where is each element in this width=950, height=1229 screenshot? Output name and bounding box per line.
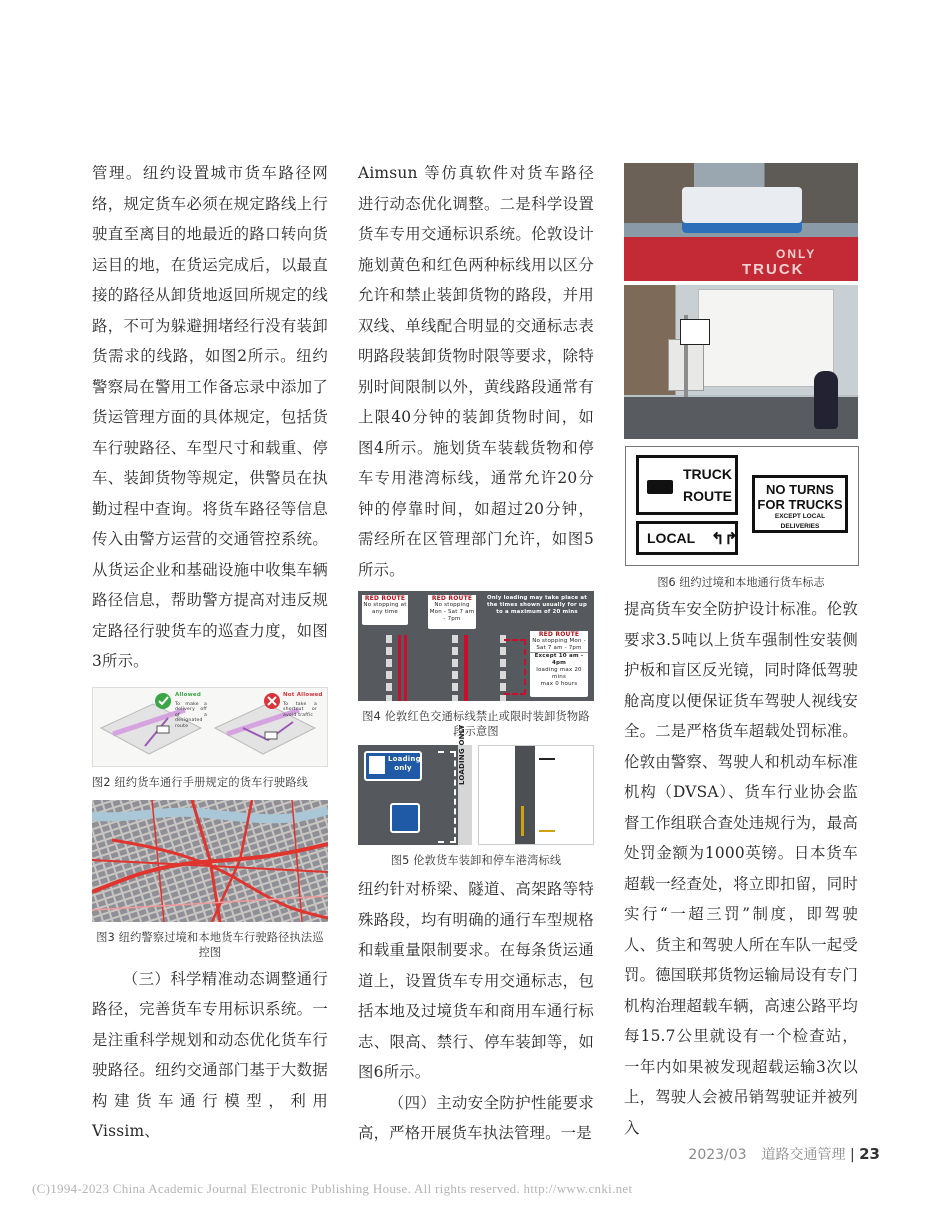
right-road — [515, 746, 535, 845]
column-2-paragraph: Aimsun 等仿真软件对货车路径进行动态优化调整。二是科学设置货车专用交通标识系统。伦敦设计施划黄色和红色两种标线用以区分允许和禁止装卸货物的路段，并用双线、单线配合明显的交通标志表明路段装卸货物时限等要求，除特别时间限制以外，黄线路段通常有上限40分钟的装卸货物时间，如图4所示。施划货车装载货物和停车专用港湾标线，通常允许20分钟的停靠时间，如超过20分钟，需经所在区管理部门允许，如图5所示。 — [358, 164, 594, 579]
red-route-sign-3-text: No stopping Mon - Sat 7 am - 7pm — [532, 638, 586, 651]
local-sign — [636, 521, 738, 555]
page-footer: 2023/03 道路交通管理 | 23 — [688, 1145, 880, 1163]
allowed-text: To make a delivery off of a designated route — [175, 701, 207, 729]
figure-6-photo-truck — [624, 285, 858, 439]
not-allowed-text: To take a shortcut or avoid traffic — [283, 701, 317, 718]
figure-5-left-panel — [358, 745, 472, 845]
no-turns-text-2: FOR TRUCKS — [757, 497, 843, 512]
red-line-double — [398, 635, 401, 701]
red-route-sign-3 — [530, 631, 588, 697]
no-turns-text-3: EXCEPT LOCAL DELIVERIES — [774, 513, 826, 530]
figure-2-route-illustration — [92, 687, 328, 767]
column-2-paragraph-mid: 纽约针对桥梁、隧道、高架路等特殊路段，均有明确的通行车型规格和载重量限制要求。在每条货运通道上，设置货车专用交通标志，包括本地及过境货车和商用车通行标志、限高、禁行、停车装卸等，如图6所示。 — [358, 880, 594, 1081]
red-route-sign-3-except: Except 10 am - 4pm — [530, 652, 588, 667]
figure-6-caption: 图6 纽约过境和本地通行货车标志 — [657, 576, 825, 589]
section-3-paragraph: （三）科学精准动态调整通行路径，完善货车专用标识系统。一是注重科学规划和动态优化货车行驶路径。纽约交通部门基于大数据构建货车通行模型，利用 Vissim、 — [92, 969, 328, 1140]
figure-2-caption: 图2 纽约货车通行手册规定的货车行驶路线 — [92, 775, 309, 789]
loading-only-sign — [364, 751, 422, 781]
truck-route-sign — [636, 455, 738, 515]
red-route-sign-1-title: RED ROUTE — [362, 595, 408, 602]
red-route-sign-1 — [362, 595, 408, 625]
loading-bay-dashes — [438, 751, 456, 843]
lane-dashes-1 — [386, 635, 392, 701]
column-1-paragraph: 管理。纽约设置城市货车路径网络，规定货车必须在规定路线上行驶直至离目的地最近的路口转向货运目的地，在货运完成后，以最直接的路径从卸货地返回所规定的线路，不可为躲避拥堵经行没有装卸货需求的线路，如图2所示。纽约警察局在警用工作备忘录中添加了货运管理方面的具体规定，包括货车行驶路径、车型尺寸和载重、停车、装卸货物等规定，供警员在执勤过程中查询。将货车路径等信息传入由警方运营的交通管控系统。从货运企业和基础设施中收集车辆路径信息，帮助警方提高对违反规定路径行驶货车的巡查力度，如图3所示。 — [92, 164, 328, 670]
right-bay-marking — [539, 758, 555, 832]
red-route-sign-3-loading: loading max 20 mins — [536, 667, 582, 680]
red-route-sign-3-parking: max 0 hours — [540, 681, 578, 687]
direction-arrows-icon: ↰↱ — [711, 531, 738, 548]
red-route-sign-2-title: RED ROUTE — [428, 595, 476, 602]
lane-dashes-2 — [452, 635, 458, 701]
footer-issue: 2023/03 — [688, 1147, 747, 1163]
figure-4-caption: 图4 伦敦红色交通标线禁止或限时装卸货物路段示意图 — [362, 710, 590, 738]
figure-6-photo-bus-lane — [624, 163, 858, 281]
lane-text-only: ONLY — [776, 247, 817, 261]
figure-3-caption: 图3 纽约警察过境和本地货车行驶路径执法巡控图 — [96, 930, 324, 959]
loading-sign-person-icon — [369, 756, 385, 774]
check-icon — [155, 693, 171, 709]
column-3-paragraph: 提高货车安全防护设计标准。伦敦要求3.5吨以上货车强制性安装侧护板和盲区反光镜，同时降低驾驶舱高度以便保证货车驾驶人视线安全。二是严格货车超载处罚标准。伦敦由警察、驾驶人和机动车标准机构（DVSA）、货车行业协会监督工作组联合查处违规行为，最高处罚金额为1000英镑。日本货车超载一经查处，将立即扣留，同时实行“一超三罚”制度，即驾驶人、货主和驾驶人所在车队一起受罚。德国联邦货物运输局设有专门机构治理超载车辆，高速公路平均每15.7公里就设有一个检查站，一年内如果被发现超载运输3次以上，驾驶人会被吊销驾驶证并被列入 — [624, 600, 858, 1137]
loading-sign-text: Loading only — [388, 755, 421, 772]
red-route-sign-2-text: No stopping Mon - Sat 7 am - 7pm — [429, 602, 475, 622]
no-turns-text-1: NO TURNS — [766, 482, 834, 497]
column-2 — [358, 158, 594, 1149]
figure-3-enforcement-map — [92, 800, 328, 922]
cyclist — [814, 371, 838, 429]
figure-5-caption: 图5 伦敦货车装卸和停车港湾标线 — [390, 854, 562, 867]
local-text: LOCAL — [647, 530, 696, 546]
truck-route-text-2: ROUTE — [683, 488, 732, 504]
section-4-paragraph: （四）主动安全防护性能要求高，严格开展货车执法管理。一是 — [358, 1093, 594, 1142]
page-number: 23 — [859, 1145, 880, 1163]
red-line-single — [464, 635, 468, 701]
not-allowed-label: Not Allowed — [283, 691, 323, 698]
truck-icon — [647, 480, 673, 494]
lane-text-truck: TRUCK — [742, 261, 805, 278]
figure-5-right-panel — [478, 745, 594, 845]
figure-4-red-route — [358, 591, 594, 701]
truck-route-text-1: TRUCK — [683, 466, 732, 482]
red-route-sign-3-title: RED ROUTE — [530, 631, 588, 638]
column-3 — [624, 163, 858, 1143]
loading-bay-outline — [504, 639, 526, 695]
right-yellow-line — [521, 806, 524, 836]
route-diagram — [93, 688, 328, 767]
loading-notice: Only loading may take place at the times shown usually for up to a maximum of 20 mins — [486, 595, 588, 615]
footer-journal: 道路交通管理 — [761, 1147, 846, 1163]
box-truck — [698, 289, 834, 387]
red-route-sign-1-text: No stopping at any time — [363, 602, 407, 615]
unloading-icon — [390, 803, 420, 833]
figure-6-sign-panel — [625, 446, 859, 566]
turn-sign — [680, 319, 710, 345]
bus — [682, 187, 802, 233]
allowed-label: Allowed — [175, 691, 201, 698]
red-lane — [624, 237, 858, 281]
no-turns-sign — [752, 475, 848, 533]
patrol-map — [92, 800, 328, 922]
road-text-loading-only: LOADING ONLY — [458, 724, 466, 785]
copyright-notice: (C)1994-2023 China Academic Journal Electronic Publishing House. All rights reserved. http://www.cnki.net — [32, 1181, 633, 1196]
column-1 — [92, 158, 328, 1147]
red-route-sign-2 — [428, 595, 476, 629]
